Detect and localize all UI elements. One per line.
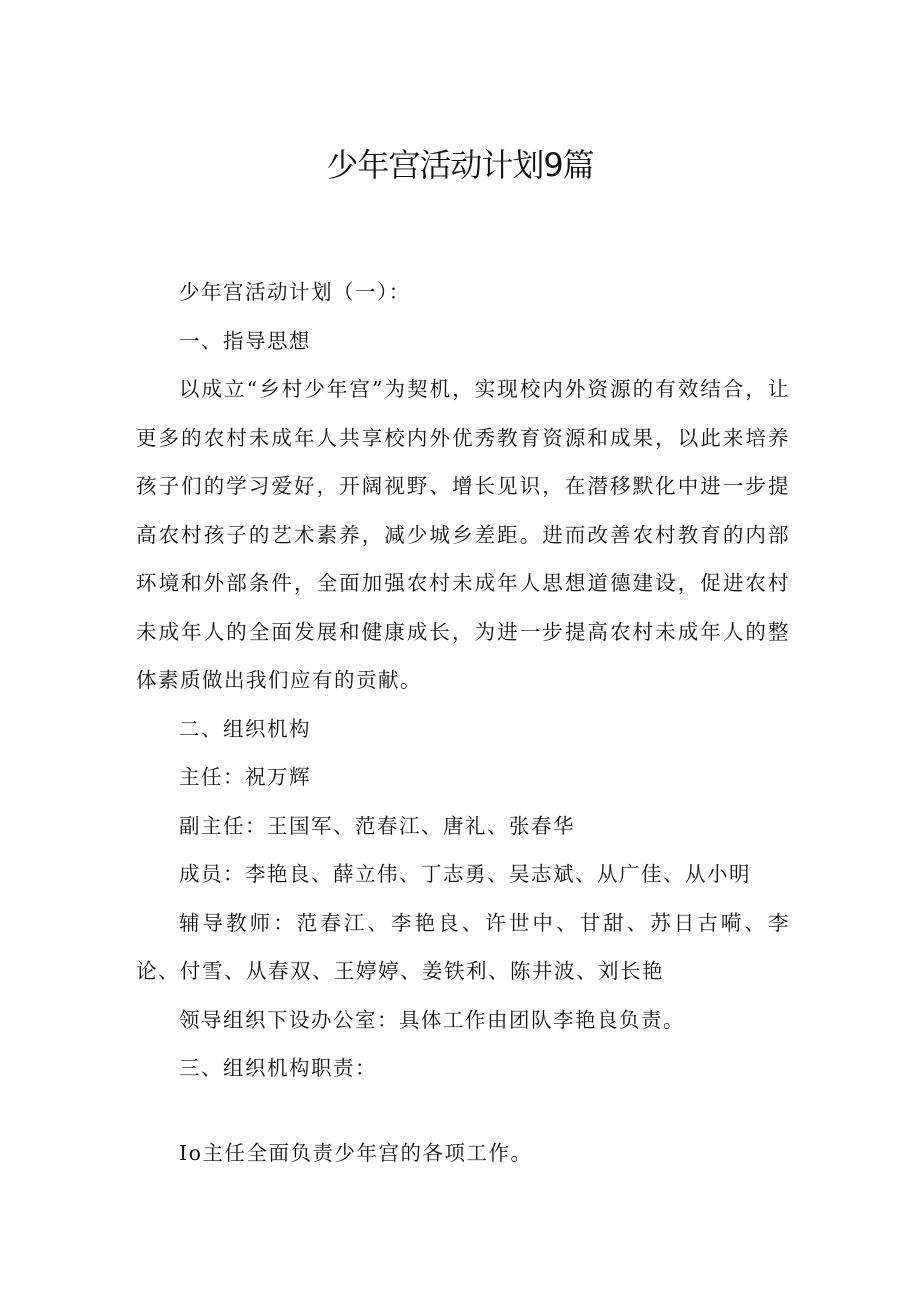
section-heading-plan-one: 少年宫活动计划（一）： bbox=[179, 280, 411, 304]
paragraph-guiding-ideology: 以成立“乡村少年宫”为契机，实现校内外资源的有效结合，让更多的农村未成年人共享校内外优秀教育资源和成果，以此来培养孩子们的学习爱好，开阔视野、增长见识，在潜移默化中进一步提高农村孩子的艺术素养，减少城乡差距。进而改善农村教育的内部环境和外部条件，全面加强农村未成年人思想道德建设，促进农村未成年人的全面发展和健康成长，为进一步提高农村未成年人的整体素质做出我们应有的贡献。 bbox=[136, 377, 790, 692]
line-tutors: 辅导教师：范春江、李艳良、许世中、甘甜、苏日古嗬、李论、付雪、从春双、王婷婷、姜铁利、陈井波、刘长艳 bbox=[136, 910, 790, 983]
line-members: 成员：李艳良、薛立伟、丁志勇、吴志斌、从广佳、从小明 bbox=[179, 862, 751, 886]
section-heading-responsibilities: 三、组织机构职责： bbox=[179, 1056, 377, 1080]
line-office: 领导组织下设办公室：具体工作由团队李艳良负责。 bbox=[179, 1007, 685, 1032]
line-deputy-directors: 副主任：王国军、范春江、唐礼、张春华 bbox=[179, 813, 575, 838]
document-title: 少年宫活动计划9篇 bbox=[326, 146, 594, 184]
document-body bbox=[136, 268, 790, 1177]
section-heading-guiding-ideology: 一、指导思想 bbox=[179, 328, 311, 353]
section-heading-organization: 二、组织机构 bbox=[179, 716, 311, 741]
list-item-director-duty: Io主任全面负责少年宫的各项工作。 bbox=[179, 1140, 533, 1165]
line-director: 主任：祝万辉 bbox=[179, 765, 311, 789]
